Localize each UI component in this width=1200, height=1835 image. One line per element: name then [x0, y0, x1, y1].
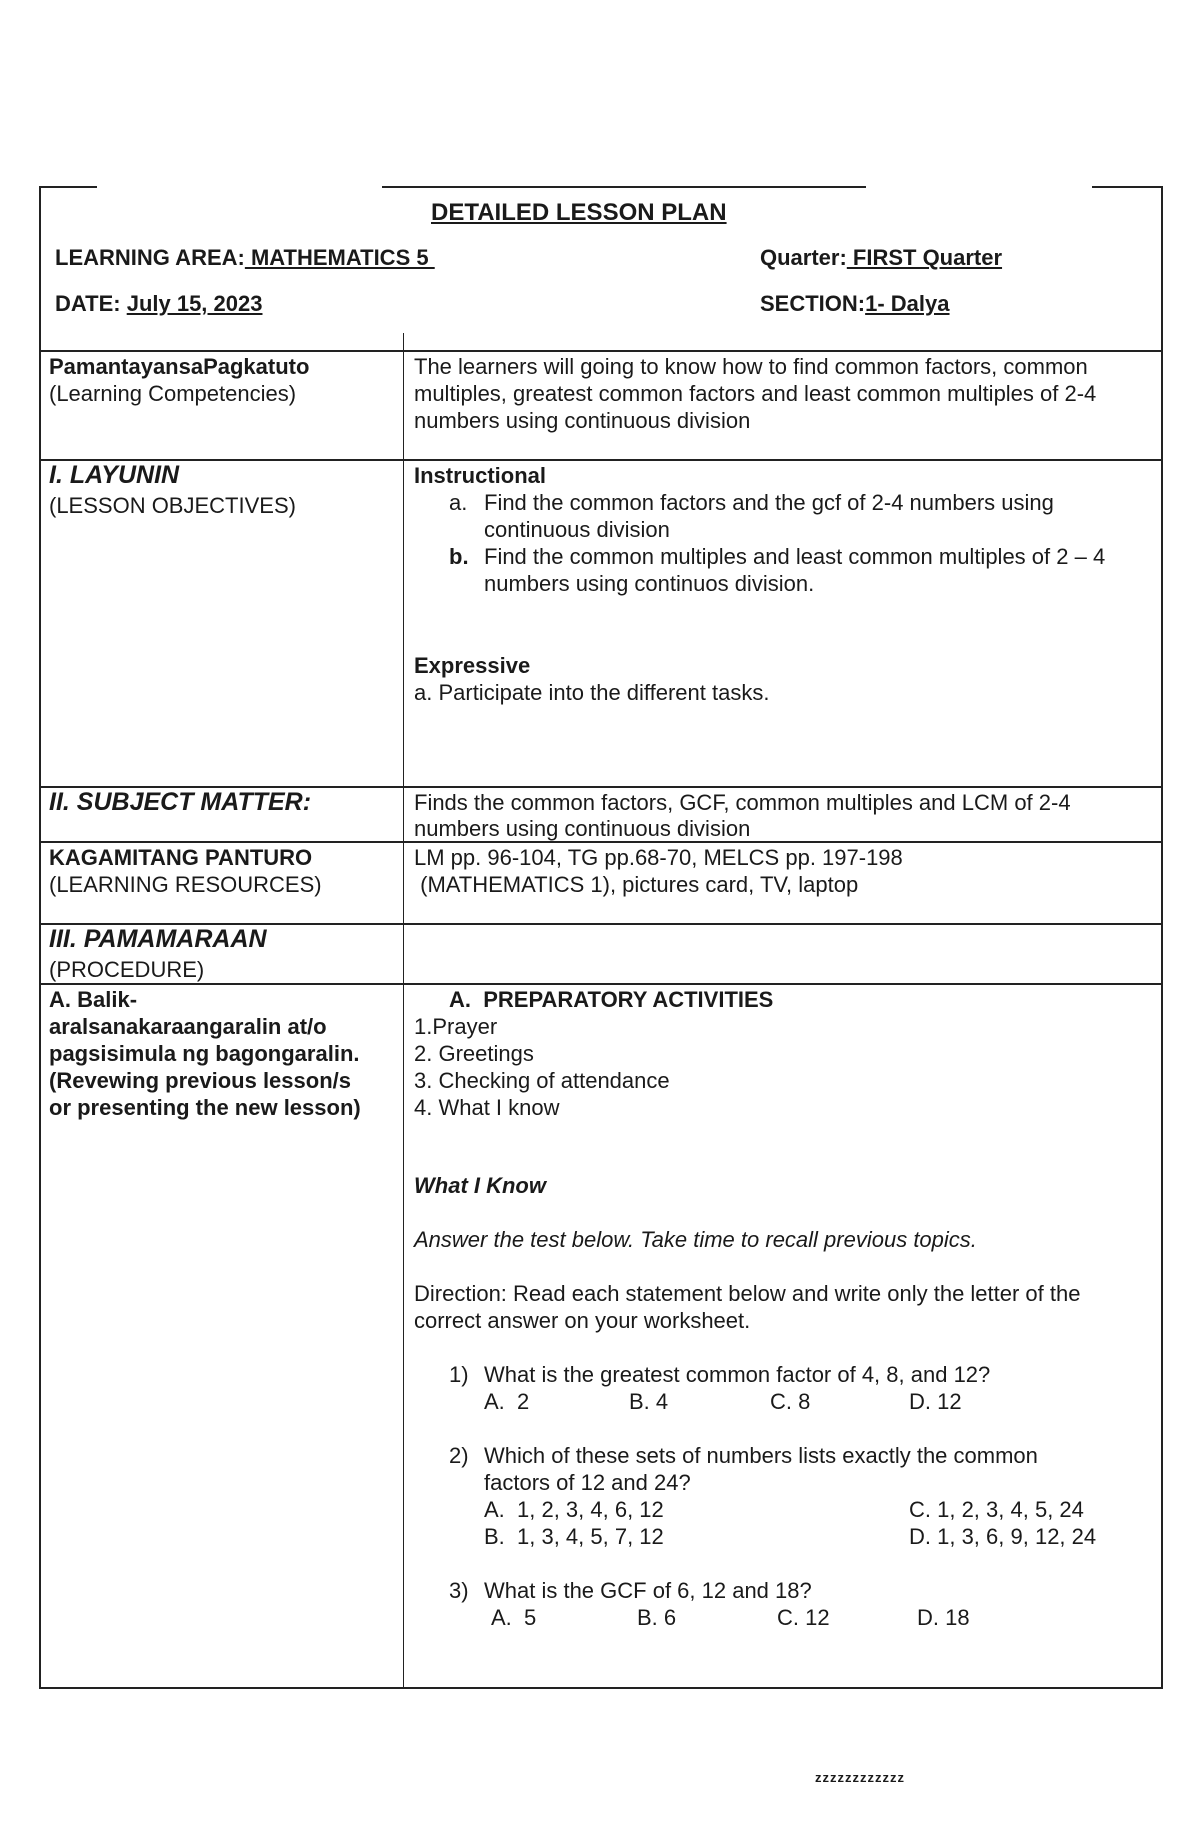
resources-line: (MATHEMATICS 1), pictures card, TV, laptop: [414, 872, 859, 897]
direction-line: Direction: Read each statement below and write only the letter of the: [414, 1281, 1081, 1306]
review-label-line: (Revewing previous lesson/s: [49, 1068, 351, 1093]
prep-item: 3. Checking of attendance: [414, 1068, 670, 1093]
what-i-know-heading: What I Know: [414, 1173, 546, 1198]
choice: C. 1, 2, 3, 4, 5, 24: [909, 1497, 1084, 1522]
question-text: Which of these sets of numbers lists exactly the common: [484, 1443, 1038, 1468]
resources-sublabel: (LEARNING RESOURCES): [49, 872, 322, 897]
bottom-border: [39, 1687, 1163, 1689]
question-number: 1): [449, 1362, 469, 1387]
competencies-label: PamantayansaPagkatuto: [49, 354, 310, 379]
competencies-sublabel: (Learning Competencies): [49, 381, 297, 406]
row-divider: [39, 459, 1163, 461]
resources-label: KAGAMITANG PANTURO: [49, 845, 313, 870]
top-border-middle: [382, 186, 866, 188]
prep-heading: A. PREPARATORY ACTIVITIES: [449, 987, 774, 1012]
subject-matter-label: II. SUBJECT MATTER:: [49, 788, 312, 816]
question-number: 3): [449, 1578, 469, 1603]
choice: A. 1, 2, 3, 4, 6, 12: [484, 1497, 664, 1522]
question-number: 2): [449, 1443, 469, 1468]
competencies-line: The learners will going to know how to find common factors, common: [414, 354, 1088, 379]
choice: A. 5: [491, 1605, 537, 1630]
quarter-label: Quarter:: [760, 245, 847, 270]
procedure-label: III. PAMAMARAAN: [49, 925, 267, 953]
objective-b-line: Find the common multiples and least common multiples of 2 – 4: [484, 544, 1106, 569]
subject-matter-line: numbers using continuous division: [414, 816, 751, 841]
row-divider: [39, 983, 1163, 985]
question-text: factors of 12 and 24?: [484, 1470, 691, 1495]
resources-line: LM pp. 96-104, TG pp.68-70, MELCS pp. 197-198: [414, 845, 903, 870]
prep-item: 1.Prayer: [414, 1014, 498, 1039]
question-text: What is the greatest common factor of 4, 8, and 12?: [484, 1362, 991, 1387]
left-border: [39, 186, 41, 1689]
choice: B. 4: [629, 1389, 669, 1414]
choice: D. 12: [909, 1389, 962, 1414]
section-value: 1- Dalya: [865, 291, 950, 316]
choice: D. 1, 3, 6, 9, 12, 24: [909, 1524, 1097, 1549]
objectives-sublabel: (LESSON OBJECTIVES): [49, 493, 296, 518]
objective-a-line: continuous division: [484, 517, 670, 542]
competencies-line: numbers using continuous division: [414, 408, 751, 433]
expressive-item: a. Participate into the different tasks.: [414, 680, 770, 705]
instructional-label: Instructional: [414, 463, 547, 488]
objective-a-marker: a.: [449, 490, 468, 515]
objectives-label: I. LAYUNIN: [49, 461, 180, 489]
objective-b-marker: b.: [449, 544, 469, 569]
subject-matter-line: Finds the common factors, GCF, common multiples and LCM of 2-4: [414, 790, 1071, 815]
objective-b-line: numbers using continuos division.: [484, 571, 815, 596]
objective-a-line: Find the common factors and the gcf of 2-4 numbers using: [484, 490, 1054, 515]
right-border: [1161, 186, 1163, 1689]
date: [55, 290, 262, 317]
choice: C. 8: [770, 1389, 811, 1414]
competencies-line: multiples, greatest common factors and least common multiples of 2-4: [414, 381, 1097, 406]
top-border-left: [39, 186, 97, 188]
review-label-line: aralsanakaraangaralin at/o: [49, 1014, 327, 1039]
review-label-line: or presenting the new lesson): [49, 1095, 361, 1120]
choice: B. 6: [637, 1605, 677, 1630]
test-instruction: Answer the test below. Take time to recall previous topics.: [414, 1227, 977, 1252]
quarter: [760, 244, 1002, 271]
review-label-line: pagsisimula ng bagongaralin.: [49, 1041, 360, 1066]
page-title: DETAILED LESSON PLAN: [431, 199, 727, 226]
learning-area-label: LEARNING AREA:: [55, 245, 245, 270]
date-label: DATE:: [55, 291, 127, 316]
date-value: July 15, 2023: [126, 291, 263, 316]
top-border-right: [1092, 186, 1163, 188]
lesson-plan-document: [39, 186, 1163, 1689]
choice: A. 2: [484, 1389, 530, 1414]
column-divider: [403, 333, 404, 1689]
review-label-line: A. Balik-: [49, 987, 138, 1012]
choice: C. 12: [777, 1605, 830, 1630]
choice: D. 18: [917, 1605, 970, 1630]
prep-item: 4. What I know: [414, 1095, 560, 1120]
expressive-label: Expressive: [414, 653, 531, 678]
row-divider: [39, 350, 1163, 352]
section: [760, 290, 950, 317]
direction-line: correct answer on your worksheet.: [414, 1308, 751, 1333]
quarter-value: FIRST Quarter: [846, 245, 1003, 270]
learning-area-value: MATHEMATICS 5: [244, 245, 435, 270]
footer-text: zzzzzzzzzzzz: [815, 1770, 905, 1785]
prep-item: 2. Greetings: [414, 1041, 534, 1066]
procedure-sublabel: (PROCEDURE): [49, 957, 205, 982]
question-text: What is the GCF of 6, 12 and 18?: [484, 1578, 812, 1603]
section-label: SECTION:: [760, 291, 866, 316]
learning-area: [55, 244, 435, 271]
choice: B. 1, 3, 4, 5, 7, 12: [484, 1524, 664, 1549]
